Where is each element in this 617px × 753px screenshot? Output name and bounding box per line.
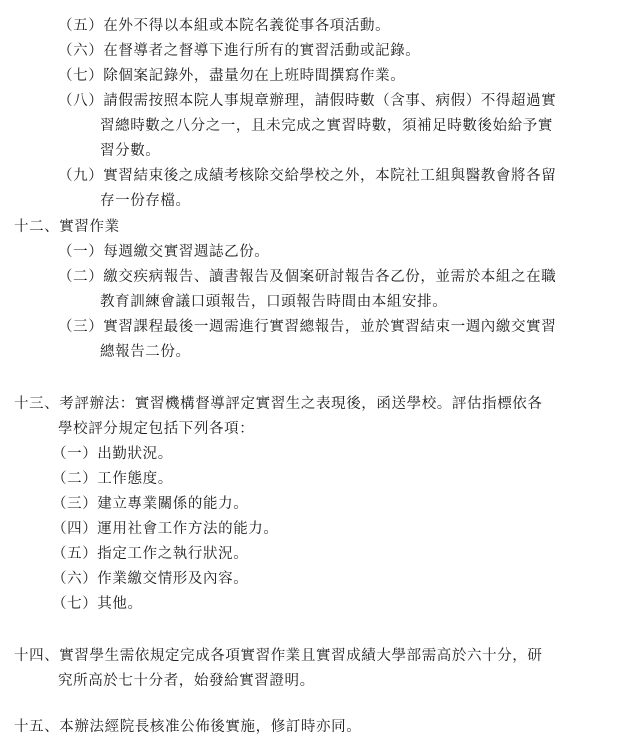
section-15-heading: 十五、本辦法經院長核准公佈後實施，修訂時亦同。	[14, 719, 362, 735]
section-13-heading-cont: 學校評分規定包括下列各項：	[58, 421, 255, 437]
section-13-heading: 十三、考評辦法：實習機構督導評定實習生之表現後，函送學校。評估指標依各	[14, 396, 543, 412]
section-12-heading: 十二、實習作業	[14, 219, 120, 235]
section-13-item-3: （三）建立專業關係的能力。	[52, 496, 249, 512]
section-12-item-3-cont: 總報告二份。	[100, 344, 191, 360]
rule-item-8-cont-1: 習總時數之八分之一，且未完成之實習時數，須補足時數後始給予實	[100, 118, 553, 134]
section-13-item-1: （一）出勤狀況。	[52, 446, 173, 462]
rule-item-5: （五）在外不得以本組或本院名義從事各項活動。	[58, 18, 391, 34]
rule-item-8-cont-2: 習分數。	[100, 143, 161, 159]
section-12-item-3: （三）實習課程最後一週需進行實習總報告，並於實習結束一週內繳交實習	[58, 319, 557, 335]
rule-item-7: （七）除個案記錄外，盡量勿在上班時間撰寫作業。	[58, 68, 406, 84]
section-13-item-4: （四）運用社會工作方法的能力。	[52, 521, 279, 537]
rule-item-6: （六）在督導者之督導下進行所有的實習活動或記錄。	[58, 43, 421, 59]
rule-item-9-cont: 存一份存檔。	[100, 193, 191, 209]
section-12-item-2-cont: 教育訓練會議口頭報告，口頭報告時間由本組安排。	[100, 294, 448, 310]
section-12-item-1: （一）每週繳交實習週誌乙份。	[58, 244, 270, 260]
section-13-item-6: （六）作業繳交情形及內容。	[52, 571, 249, 587]
section-14-heading: 十四、實習學生需依規定完成各項實習作業且實習成績大學部需高於六十分，研	[14, 648, 543, 664]
section-13-item-7: （七）其他。	[52, 596, 143, 612]
section-13-item-5: （五）指定工作之執行狀況。	[52, 546, 249, 562]
rule-item-9: （九）實習結束後之成績考核除交給學校之外，本院社工組與醫教會將各留	[58, 168, 557, 184]
section-13-item-2: （二）工作態度。	[52, 471, 173, 487]
rule-item-8: （八）請假需按照本院人事規章辦理，請假時數（含事、病假）不得超過實	[58, 93, 557, 109]
section-12-item-2: （二）繳交疾病報告、讀書報告及個案研討報告各乙份，並需於本組之在職	[58, 269, 557, 285]
section-14-heading-cont: 究所高於七十分者，始發給實習證明。	[58, 673, 315, 689]
